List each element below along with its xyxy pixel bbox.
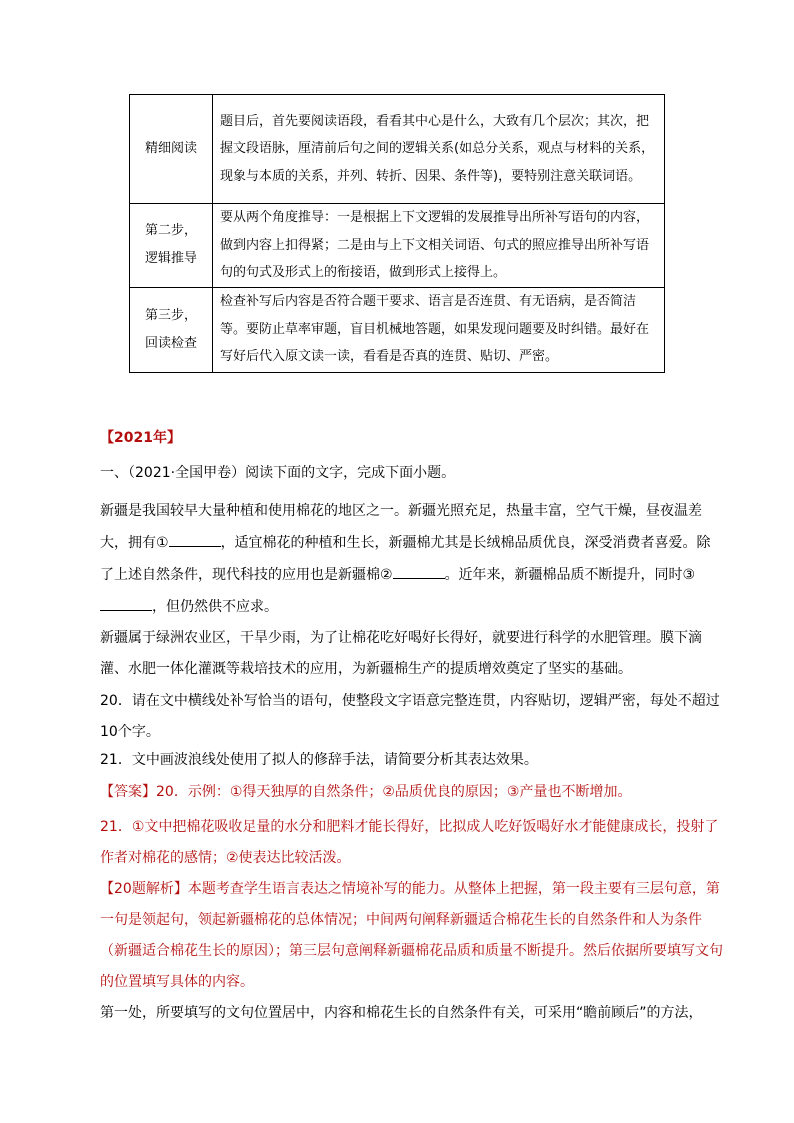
year-heading: 【2021年】 bbox=[100, 430, 181, 446]
steps-table bbox=[129, 94, 665, 373]
answer-blank bbox=[100, 598, 152, 611]
analysis-continuation: 第一处，所要填写的文句位置居中，内容和棉花生长的自然条件有关，可采用“瞻前顾后”的方法， bbox=[100, 1005, 703, 1021]
table-row bbox=[130, 287, 665, 372]
question-21: 21．文中画波浪线处使用了拟人的修辞手法，请简要分析其表达效果。 bbox=[100, 752, 538, 768]
step-content: 题目后，首先要阅读语段，看看其中心是什么，大致有几个层次；其次，把握文段语脉，厘清前后句之间的逻辑关系(如总分关系，观点与材料的关系，现象与本质的关系，并列、转折、因果、条件等)，要特别注意关联词语。 bbox=[213, 95, 665, 204]
step-label: 第三步， 回读检查 bbox=[130, 287, 213, 372]
step-label: 精细阅读 bbox=[130, 95, 213, 204]
step-content: 要从两个角度推导：一是根据上下文逻辑的发展推导出所补写语句的内容，做到内容上扣得紧；二是由与上下文相关词语、句式的照应推导出所补写语句的句式及形式上的衔接语，做到形式上接得上。 bbox=[213, 204, 665, 288]
table-row bbox=[130, 95, 665, 204]
question-intro: 一、（2021·全国甲卷）阅读下面的文字，完成下面小题。 bbox=[100, 465, 456, 481]
answer-20: 【答案】20．示例：①得天独厚的自然条件；②品质优良的原因；③产量也不断增加。 bbox=[100, 784, 632, 800]
analysis-20: 【20题解析】本题考查学生语言表达之情境补写的能力。从整体上把握，第一段主要有三层句意，第一句是领起句，领起新疆棉花的总体情况；中间两句阐释新疆适合棉花生长的自然条件和人为条件（新疆适合棉花生长的原因）；第三层句意阐释新疆棉花品质和质量不断提升。然后依据所要填写文句的位置填写具体的内容。 bbox=[100, 881, 723, 990]
step-label: 第二步， 逻辑推导 bbox=[130, 204, 213, 288]
passage-paragraph-2: 新疆属于绿洲农业区，干旱少雨，为了让棉花吃好喝好长得好，就要进行科学的水肥管理。膜下滴灌、水肥一体化灌溉等栽培技术的应用，为新疆棉生产的提质增效奠定了坚实的基础。 bbox=[100, 630, 702, 677]
table-row bbox=[130, 204, 665, 288]
step-content: 检查补写后内容是否符合题干要求、语言是否连贯、有无语病，是否简洁等。要防止草率审题，盲目机械地答题，如果发现问题要及时纠错。最好在写好后代入原文读一读，看看是否真的连贯、贴切、严密。 bbox=[213, 287, 665, 372]
answer-blank bbox=[393, 566, 445, 579]
answer-21: 21．①文中把棉花吸收足量的水分和肥料才能长得好，比拟成人吃好饭喝好水才能健康成长，投射了作者对棉花的感情；②使表达比较活泼。 bbox=[100, 819, 719, 866]
question-20: 20．请在文中横线处补写恰当的语句，使整段文字语意完整连贯，内容贴切，逻辑严密，每处不超过10个字。 bbox=[100, 693, 720, 740]
passage-paragraph-1: 新疆是我国较早大量种植和使用棉花的地区之一。新疆光照充足，热量丰富，空气干燥，昼夜温差大，拥有① ，适宜棉花的种植和生长，新疆棉尤其是长绒棉品质优良，深受消费者喜爱。除了上述自然条件，现代科技的应用也是新疆棉② 。近年来，新疆棉品质不断提升，同时③，但仍然供不应求。 bbox=[100, 503, 711, 615]
answer-blank bbox=[169, 534, 221, 547]
